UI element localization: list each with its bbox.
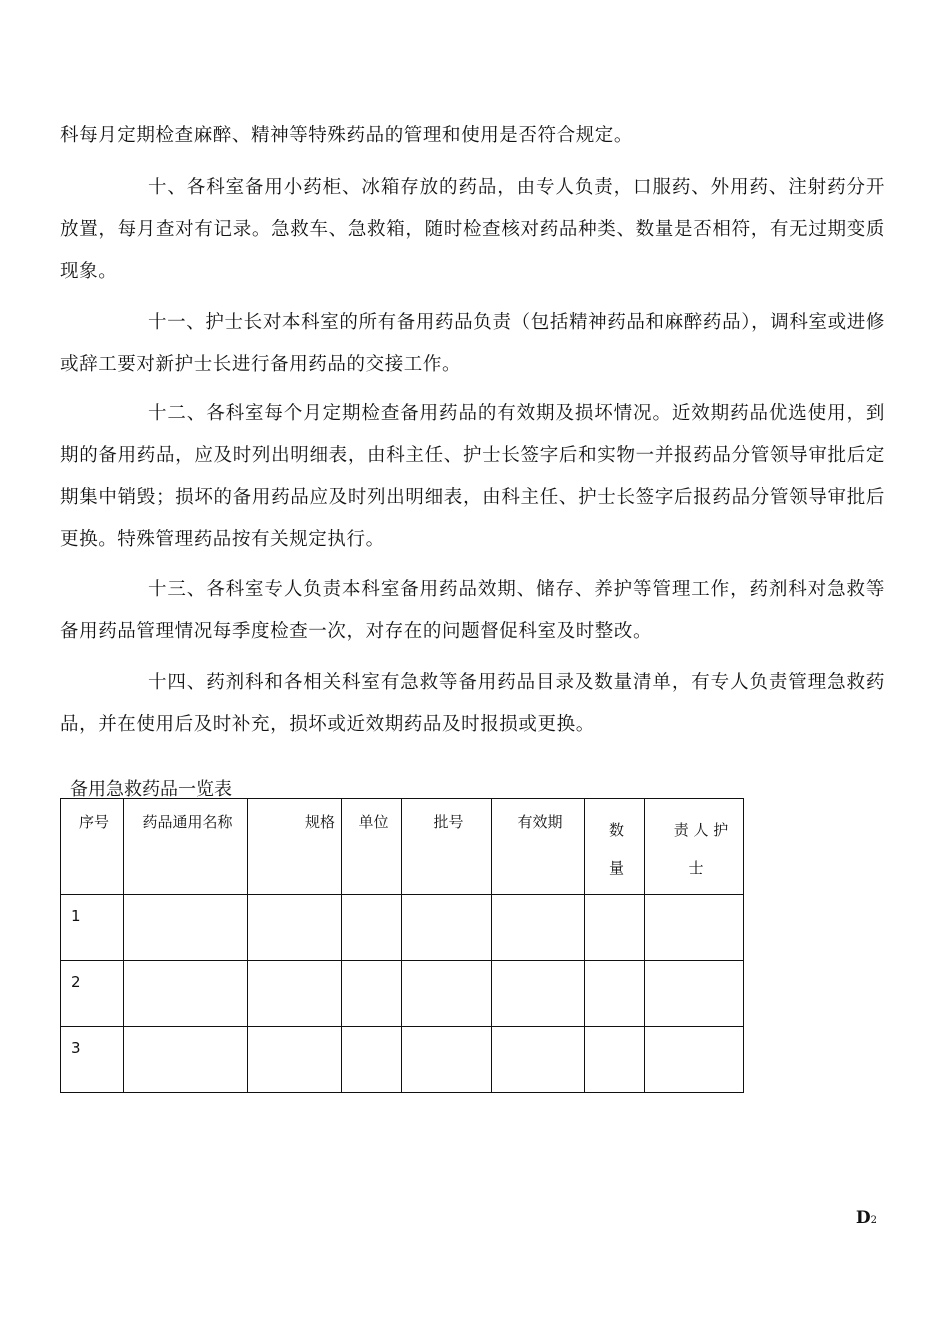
- cell-unit[interactable]: [342, 895, 402, 961]
- header-spec: 规格: [248, 799, 342, 895]
- header-seq: 序号: [61, 799, 124, 895]
- header-unit: 单位: [342, 799, 402, 895]
- paragraph-item-13: 十三、各科室专人负责本科室备用药品效期、储存、养护等管理工作，药剂科对急救等备用药品管理情况每季度检查一次，对存在的问题督促科室及时整改。: [60, 579, 885, 642]
- header-nurse-line1: 责 人 护: [673, 821, 729, 839]
- cell-drug-name[interactable]: [124, 961, 248, 1027]
- row-number: 2: [61, 961, 124, 1027]
- emergency-drug-table: [60, 798, 744, 1093]
- cell-quantity[interactable]: [585, 961, 645, 1027]
- header-expiry: 有效期: [492, 799, 585, 895]
- cell-expiry[interactable]: [492, 895, 585, 961]
- cell-unit[interactable]: [342, 1027, 402, 1093]
- page-number: [856, 1208, 877, 1228]
- cell-responsible-nurse[interactable]: [645, 1027, 744, 1093]
- cell-responsible-nurse[interactable]: [645, 895, 744, 961]
- paragraph-item-14: 十四、药剂科和各相关科室有急救等备用药品目录及数量清单，有专人负责管理急救药品，并在使用后及时补充，损坏或近效期药品及时报损或更换。: [60, 672, 885, 735]
- cell-unit[interactable]: [342, 961, 402, 1027]
- cell-spec[interactable]: [248, 895, 342, 961]
- cell-batch[interactable]: [402, 961, 492, 1027]
- header-nurse-line2: 士: [688, 859, 704, 877]
- paragraph-item-12: 十二、各科室每个月定期检查备用药品的有效期及损坏情况。近效期药品优选使用，到期的备用药品，应及时列出明细表，由科主任、护士长签字后和实物一并报药品分管领导审批后定期集中销毁；损坏的备用药品应及时列出明细表，由科主任、护士长签字后报药品分管领导审批后更换。特殊管理药品按有关规定执行。: [60, 403, 885, 550]
- paragraph-continuation: 科每月定期检查麻醉、精神等特殊药品的管理和使用是否符合规定。: [60, 125, 634, 146]
- cell-spec[interactable]: [248, 961, 342, 1027]
- row-number: 3: [61, 1027, 124, 1093]
- cell-drug-name[interactable]: [124, 895, 248, 961]
- cell-quantity[interactable]: [585, 895, 645, 961]
- cell-expiry[interactable]: [492, 961, 585, 1027]
- page-number-letter: D: [855, 1208, 871, 1228]
- header-responsible-nurse: [645, 799, 744, 895]
- cell-responsible-nurse[interactable]: [645, 961, 744, 1027]
- header-quantity-line1: 数: [608, 821, 624, 839]
- header-quantity: [585, 799, 645, 895]
- table-caption: 备用急救药品一览表: [70, 779, 232, 800]
- cell-batch[interactable]: [402, 895, 492, 961]
- page-number-digit: 2: [870, 1215, 877, 1226]
- cell-quantity[interactable]: [585, 1027, 645, 1093]
- cell-batch[interactable]: [402, 1027, 492, 1093]
- cell-expiry[interactable]: [492, 1027, 585, 1093]
- table-row: [61, 895, 744, 961]
- header-batch: 批号: [402, 799, 492, 895]
- paragraph-item-10: 十、各科室备用小药柜、冰箱存放的药品，由专人负责，口服药、外用药、注射药分开放置，每月查对有记录。急救车、急救箱，随时检查核对药品种类、数量是否相符，有无过期变质现象。: [60, 177, 885, 282]
- table-row: [61, 1027, 744, 1093]
- table-header-row: [61, 799, 744, 895]
- row-number: 1: [61, 895, 124, 961]
- paragraph-item-11: 十一、护士长对本科室的所有备用药品负责（包括精神药品和麻醉药品），调科室或进修或辞工要对新护士长进行备用药品的交接工作。: [60, 312, 885, 375]
- header-quantity-line2: 量: [608, 859, 624, 877]
- cell-spec[interactable]: [248, 1027, 342, 1093]
- header-drug-name: 药品通用名称: [124, 799, 248, 895]
- cell-drug-name[interactable]: [124, 1027, 248, 1093]
- table-row: [61, 961, 744, 1027]
